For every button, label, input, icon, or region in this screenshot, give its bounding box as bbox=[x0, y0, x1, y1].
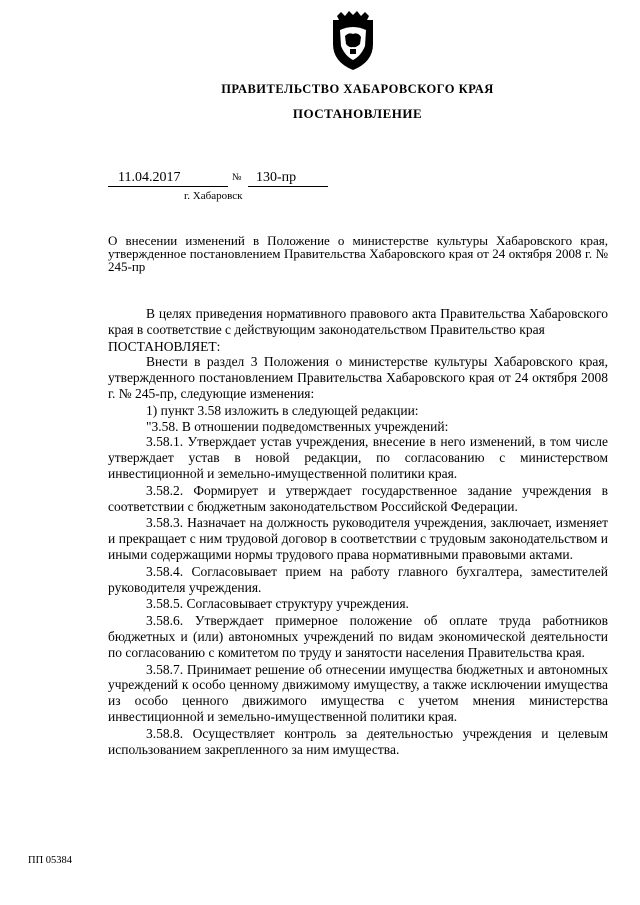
body-paragraph: 3.58.4. Согласовывает прием на работу главного бухгалтера, заместителей руководителя учреждения. bbox=[108, 563, 608, 595]
body-paragraph: ПОСТАНОВЛЯЕТ: bbox=[108, 338, 221, 354]
body-paragraph: 3.58.8. Осуществляет контроль за деятельностью учреждения и целевым использованием закрепленного за ним имущества. bbox=[108, 725, 608, 757]
body-paragraph: Внести в раздел 3 Положения о министерстве культуры Хабаровского края, утвержденного постановлением Правительства Хабаровского края от 24 октября 2008 г. № 245-пр, следующие изменения: bbox=[108, 354, 608, 401]
body-paragraph: 1) пункт 3.58 изложить в следующей редакции: bbox=[146, 402, 419, 418]
body-paragraph: "3.58. В отношении подведомственных учреждений: bbox=[146, 418, 449, 434]
body-paragraph: 3.58.2. Формирует и утверждает государственное задание учреждения в соответствии с бюджетным законодательством Российской Федерации. bbox=[108, 482, 608, 514]
document-number: 130-пр bbox=[248, 170, 328, 187]
body-paragraph: 3.58.5. Согласовывает структуру учреждения. bbox=[146, 596, 409, 612]
body-paragraph: В целях приведения нормативного правового акта Правительства Хабаровского края в соответствие с действующим законодательством Правительство края bbox=[108, 306, 608, 337]
khabarovsk-coat-of-arms-icon bbox=[325, 10, 381, 72]
body-paragraph: 3.58.3. Назначает на должность руководителя учреждения, заключает, изменяет и прекращает с ним трудовой договор в соответствии с трудовым законодательством и иными содержащими нормы трудового права нормативными правовыми актами. bbox=[108, 515, 608, 562]
body-paragraph: 3.58.7. Принимает решение об отнесении имущества бюджетных и автономных учреждений к особо ценному движимому имуществу, а также исключении имущества из особо ценного движимого имущества с учетом мнения министерства инвестиционной и земельно-имущественной политики края. bbox=[108, 661, 608, 724]
document-subject: О внесении изменений в Положение о министерстве культуры Хабаровского края, утвержденное постановлением Правительства Хабаровского края от 24 октября 2008 г. № 245-пр bbox=[108, 233, 608, 274]
document-city: г. Хабаровск bbox=[184, 190, 243, 202]
footer-code: ПП 05384 bbox=[28, 855, 73, 866]
body-paragraph: 3.58.6. Утверждает примерное положение об оплате труда работников бюджетных и (или) автономных учреждений по видам экономической деятельности по согласованию с комитетом по труду и занятости населения Правительства края. bbox=[108, 613, 608, 660]
number-sign: № bbox=[232, 172, 242, 183]
document-type-title: ПОСТАНОВЛЕНИЕ bbox=[292, 106, 423, 121]
document-body bbox=[108, 306, 608, 757]
organization-title: ПРАВИТЕЛЬСТВО ХАБАРОВСКОГО КРАЯ bbox=[221, 82, 494, 96]
document-date: 11.04.2017 bbox=[108, 170, 228, 187]
body-paragraph: 3.58.1. Утверждает устав учреждения, внесение в него изменений, в том числе утверждает устав в новой редакции, по согласованию с министерством инвестиционной и земельно-имущественной политики края. bbox=[108, 434, 608, 481]
